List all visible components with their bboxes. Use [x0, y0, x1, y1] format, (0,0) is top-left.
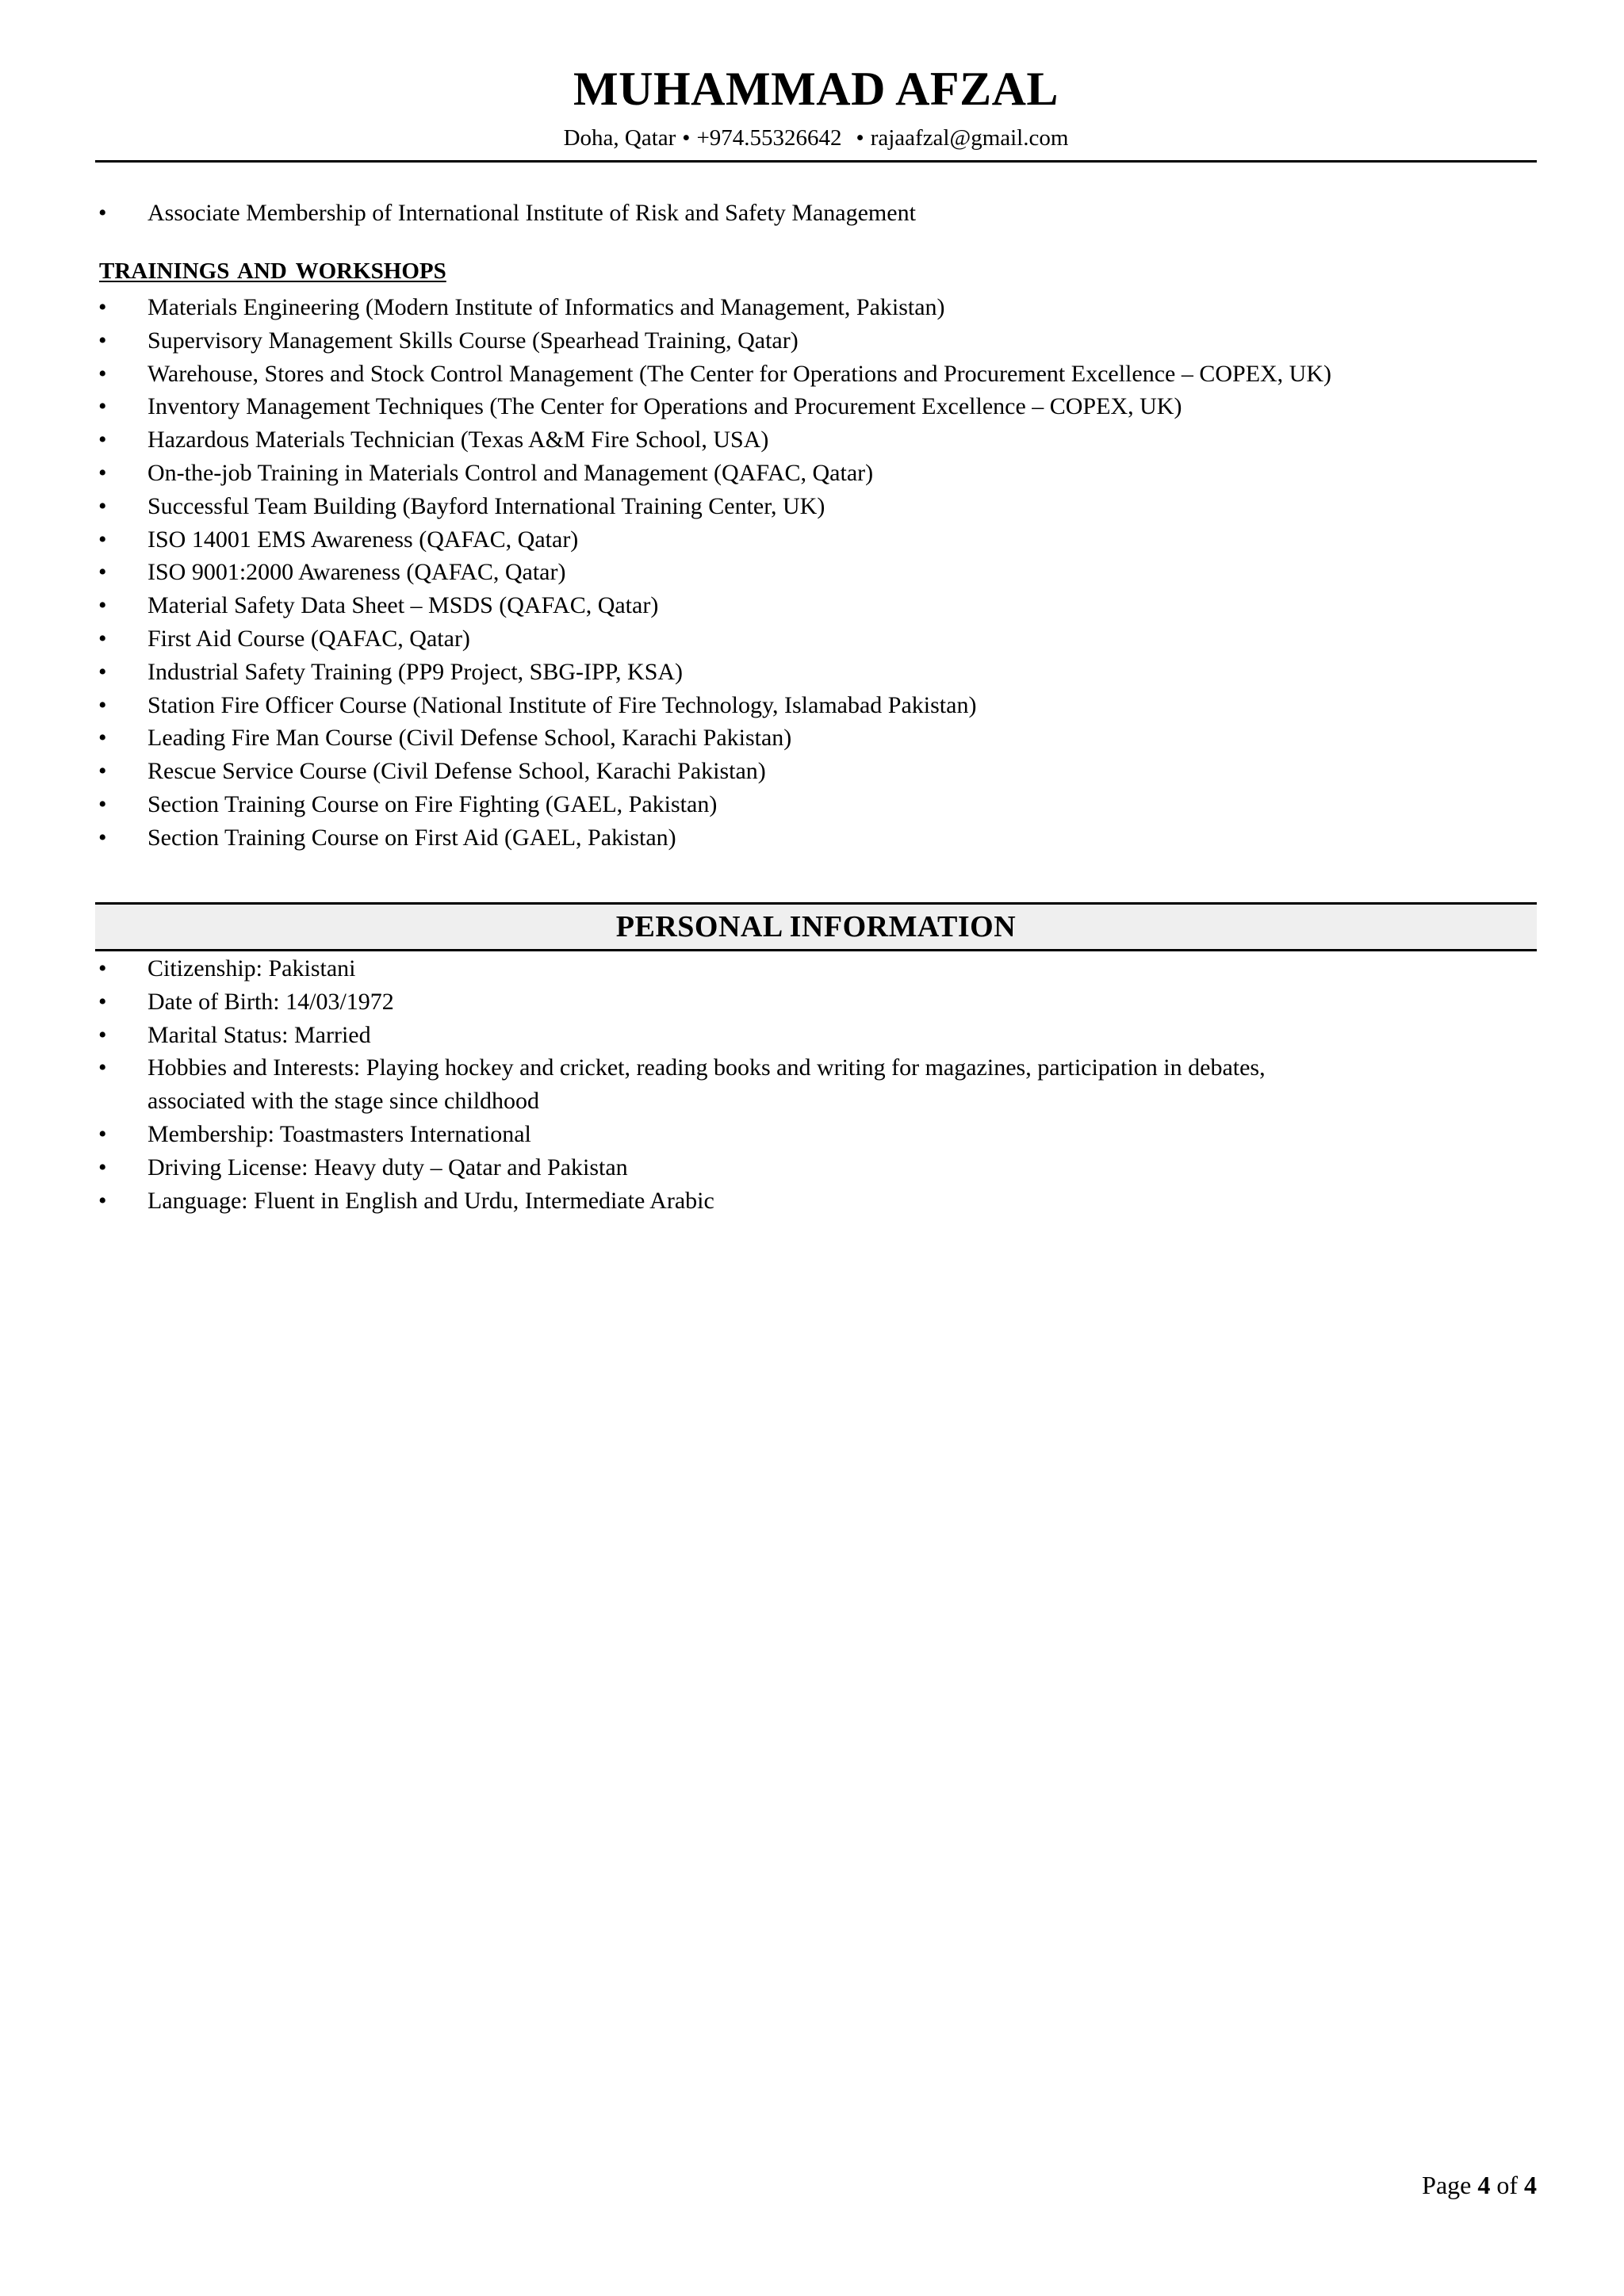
page-of: of: [1496, 2171, 1518, 2199]
page-number: [1422, 2172, 1537, 2198]
bullet-icon: •: [98, 1120, 107, 1147]
bullet-icon: •: [98, 427, 107, 453]
bullet-icon: •: [98, 790, 107, 817]
section-title: PERSONAL INFORMATION: [615, 910, 1017, 943]
bullet-icon: •: [98, 526, 107, 553]
bullet-icon: •: [98, 327, 107, 354]
header-divider: [95, 160, 1537, 163]
personal-information-header: [95, 902, 1537, 951]
page-total: 4: [1524, 2171, 1537, 2199]
bullet-icon: •: [98, 988, 107, 1015]
list-item: • Date of Birth: 14/03/1972: [95, 985, 1537, 1019]
bullet-icon: •: [98, 1054, 107, 1081]
list-item: • Hazardous Materials Technician (Texas A&M Fire School, USA): [95, 423, 1537, 457]
list-item: • First Aid Course (QAFAC, Qatar): [95, 622, 1537, 656]
contact-location: Doha, Qatar: [563, 125, 676, 151]
list-item: • Leading Fire Man Course (Civil Defense School, Karachi Pakistan): [95, 721, 1537, 755]
contact-email: rajaafzal@gmail.com: [870, 125, 1069, 151]
list-item: • Station Fire Officer Course (National Institute of Fire Technology, Islamabad Pakistan): [95, 689, 1537, 722]
list-item: • Language: Fluent in English and Urdu, Intermediate Arabic: [95, 1184, 1537, 1218]
list-item: • On-the-job Training in Materials Control and Management (QAFAC, Qatar): [95, 457, 1537, 490]
contact-phone: +974.55326642: [696, 125, 842, 151]
bullet-icon: •: [98, 1021, 107, 1048]
bullet-icon: •: [98, 1187, 107, 1214]
bullet-icon: •: [98, 1154, 107, 1181]
contact-line: [95, 127, 1537, 150]
bullet-icon: •: [98, 824, 107, 851]
bullet-icon: •: [98, 691, 107, 718]
list-item: • Section Training Course on Fire Fighting (GAEL, Pakistan): [95, 788, 1537, 821]
list-item: • Associate Membership of International Institute of Risk and Safety Management: [95, 197, 1537, 230]
list-item: • Citizenship: Pakistani: [95, 952, 1537, 985]
bullet-icon: •: [98, 200, 107, 226]
bullet-icon: •: [98, 725, 107, 752]
list-item: • Section Training Course on First Aid (GAEL, Pakistan): [95, 821, 1537, 855]
list-item: • Inventory Management Techniques (The Center for Operations and Procurement Excellence – COPEX, UK): [95, 390, 1537, 423]
list-item: • ISO 14001 EMS Awareness (QAFAC, Qatar): [95, 523, 1537, 557]
bullet-icon: •: [98, 294, 107, 320]
list-item: • Successful Team Building (Bayford International Training Center, UK): [95, 490, 1537, 523]
bullet-icon: •: [98, 955, 107, 982]
list-item: • Material Safety Data Sheet – MSDS (QAFAC, Qatar): [95, 589, 1537, 622]
bullet-icon: •: [98, 360, 107, 387]
list-item: • Membership: Toastmasters International: [95, 1118, 1537, 1151]
bullet-icon: •: [98, 758, 107, 785]
list-item: • Industrial Safety Training (PP9 Project, SBG-IPP, KSA): [95, 656, 1537, 689]
list-item: • Driving License: Heavy duty – Qatar and Pakistan: [95, 1151, 1537, 1184]
trainings-heading: TRAININGS AND WORKSHOPS: [99, 258, 446, 284]
bullet-icon: •: [98, 393, 107, 420]
contact-separator: •: [856, 125, 864, 151]
membership-list: [95, 197, 1537, 230]
bullet-icon: •: [98, 592, 107, 619]
page-current: 4: [1477, 2171, 1491, 2199]
bullet-icon: •: [98, 492, 107, 519]
bullet-icon: •: [98, 459, 107, 486]
contact-separator: •: [682, 125, 691, 151]
personal-information-list: [95, 952, 1537, 1217]
candidate-name: MUHAMMAD AFZAL: [573, 63, 1059, 115]
trainings-list: [95, 291, 1537, 855]
list-item: • Rescue Service Course (Civil Defense School, Karachi Pakistan): [95, 755, 1537, 788]
bullet-icon: •: [98, 658, 107, 685]
list-item: • Materials Engineering (Modern Institute of Informatics and Management, Pakistan): [95, 291, 1537, 324]
bullet-icon: •: [98, 559, 107, 586]
bullet-icon: •: [98, 625, 107, 652]
list-item: • ISO 9001:2000 Awareness (QAFAC, Qatar): [95, 556, 1537, 589]
list-item: • Marital Status: Married: [95, 1019, 1537, 1052]
page-label: Page: [1422, 2171, 1472, 2199]
list-item: • Hobbies and Interests: Playing hockey and cricket, reading books and writing for magazines, participation in debates, associated with the stage since childhood: [95, 1051, 1537, 1118]
list-item: • Warehouse, Stores and Stock Control Management (The Center for Operations and Procurement Excellence – COPEX, UK): [95, 358, 1537, 391]
list-item: • Supervisory Management Skills Course (Spearhead Training, Qatar): [95, 324, 1537, 358]
